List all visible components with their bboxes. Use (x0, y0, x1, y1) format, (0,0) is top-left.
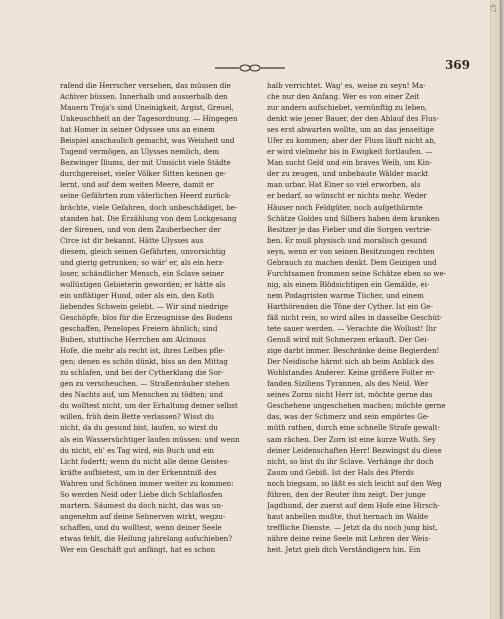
page-edge (490, 0, 500, 619)
text-line: noch biegsam, so läßt es sich leicht auf den Weg (267, 478, 442, 488)
text-line: Geschehene ungeschehen machen; möchte gerne (267, 401, 446, 411)
text-line: Tugend vermögen, an Ulysses nemlich, dem (60, 147, 220, 157)
text-line: du nicht, eh' es Tag wird, ein Buch und ein (60, 445, 214, 455)
ornament-rule-icon (215, 62, 285, 74)
text-line: Geschöpfe, blos für die Erzeugnisse des Bodens (60, 312, 233, 322)
text-line: seyn, wenn er von seinen Besitzungen rechten (267, 246, 435, 256)
text-line: führen, den der Reuter ihm zeigt. Der junge (267, 489, 426, 499)
text-line: nicht, so bist du ihr Sclave. Verhänge ihr doch (267, 456, 434, 466)
text-line: zu schlafen, und bei der Cytherklang die Sor- (60, 368, 224, 378)
text-line: angenehm auf deine Sehnerven wirkt, wegzu- (60, 511, 226, 521)
text-line: Zaum und Gebiß. Ist der Hals des Pferds (267, 467, 414, 477)
text-line: fäß nicht rein, so wird alles in dasselbe Geschüt- (267, 312, 443, 322)
text-line: Hofe, die mehr als recht ist, ihres Leibes pfle- (60, 346, 226, 356)
text-line: der Sirenen, und von dem Zauberbecher der (60, 224, 221, 234)
text-line: nem Podagristen warme Tücher, und einem (267, 290, 424, 300)
text-line: sam rächen. Der Zorn ist eine kurze Wuth. Sey (267, 434, 436, 444)
text-line: nig, als einem Blödsichtigen ein Gemälde, ei- (267, 279, 430, 289)
text-line: Häuser noch Feldgüter, noch aufgethürmte (267, 202, 423, 212)
text-line: ein unflätiger Hund, oder als ein, den Koth (60, 290, 215, 300)
text-line: Wahren und Schönen immer weiter zu kommen: (60, 478, 234, 488)
text-line: treffliche Dienste. — Jetzt da du noch jung bist, (267, 522, 438, 532)
text-line: nicht, da du gesund bist, laufen, so wirst du (60, 423, 218, 433)
page-number: 369 (444, 58, 470, 72)
text-line: deiner Leidenschaften Herr! Bezwingst du diese (267, 445, 442, 455)
text-line: willen, früh dein Bette verlassen? Wisst du (60, 412, 215, 422)
text-line: standen hat. Die Erzählung von dem Lockgesang (60, 213, 237, 223)
text-line: denkt wie jener Bauer, der den Ablauf des Flus- (267, 114, 439, 124)
text-line: nähre deine reine Seele mit Lehren der Weis- (267, 533, 431, 543)
text-line: gen; denen es schön dünkt, biss an den Mittag (60, 357, 228, 367)
text-line: Ufer zu kommen; aber der Fluss läuft nicht ab, (267, 136, 437, 146)
text-line: und gierig getrunken; so wär' er, als ein herz- (60, 257, 225, 267)
text-line: Besitzer je das Fieber und die Sorgen vertrie- (267, 224, 432, 234)
text-line: Der Neidische härmt sich ab beim Anblick des (267, 357, 435, 367)
text-line: Harthörenden die Töne der Cyther. Ist ein Ge- (267, 301, 433, 311)
text-line: geschaffen, Penelopes Freiern ähnlich; sind (60, 324, 218, 334)
text-line: lernt, und auf dem weiten Meere, damit er (60, 180, 214, 190)
text-line: Circe ist dir bekannt. Hätte Ulysses aus (60, 235, 204, 245)
text-line: durchgereiset, vieler Völker Sitten kennen ge- (60, 169, 227, 179)
text-line: als ein Wassersüchtiger laufen müssen: und wenn (60, 434, 240, 444)
text-line: Bezwinger Iliums, der mit Umsicht viele Städte (60, 158, 231, 168)
text-line: ses erst abwarten wollte, um an das jenseitige (267, 125, 435, 135)
text-line: haut anbellen mußte, thut hernach im Walde (267, 511, 429, 521)
text-line: Licht fodertt; wenn du nicht alle deine Geistes- (60, 456, 230, 466)
text-line: des Nachts auf, um Menschen zu tödten; und (60, 390, 223, 400)
text-line: Wohlstandes Anderer. Keine größere Folter er- (267, 368, 436, 378)
text-line: brächte, viele Gefahren, doch unbeschädiget, be- (60, 202, 238, 212)
text-line: er bedarf, so wünscht er nichts mehr. Weder (267, 191, 427, 201)
page-header (60, 56, 470, 78)
text-line: Jagdhund, der zuerst auf dem Hofe eine Hirsch- (267, 500, 440, 510)
text-line: Beispiel anschaulich gemacht, was Weisheit und (60, 136, 235, 146)
text-line: So werden Neid oder Liebe dich Schlaflosfen (60, 489, 223, 499)
text-line: ben. Er muß physisch und moralisch gesund (267, 235, 427, 245)
text-line: fanden Siziliens Tyrannen, als des Neid. Wer (267, 379, 429, 389)
text-line: halb verrichtet. Wag' es, weise zu seyn! Ma- (267, 81, 426, 90)
text-line: etwas fehlt, die Heilung jahrelang aufschieben? (60, 533, 233, 543)
text-line: Unkeuschheit an der Tagesordnung. — Hingegen (60, 114, 238, 124)
text-line: rafend die Herrscher versehen, das müssen die (60, 81, 231, 90)
corner-mark: 47 (488, 3, 497, 13)
text-line: Wer ein Geschäft gut anfängt, hat es schon (60, 544, 216, 554)
text-line: Furchtsamen frommen seine Schätze eben so we- (267, 268, 447, 278)
text-line: du wolltest nicht, um der Erhaltung deiner selbst (60, 401, 238, 411)
text-line: er wird vielmehr bis in Ewigkeit fortlaufen. — (267, 147, 433, 157)
text-line: kräfte aufbietest, um in der Erkenntniß des (60, 467, 217, 477)
left-text-column (60, 80, 260, 555)
text-line: diesem, gleich seinen Gefährten, unvorsichtig (60, 246, 226, 256)
text-line: martern. Säumest du doch nicht, das was un- (60, 500, 224, 510)
text-line: heit. Jetzt gieb dich Verständigern hin. Ein (267, 544, 421, 554)
text-line: liebendes Schwein gelebt. — Wir sind niedrige (60, 301, 229, 311)
text-line: che nur den Anfang. Wer es von einer Zeit (267, 92, 420, 102)
text-line: man urbar. Hat Einer so viel erworben, als (267, 180, 421, 190)
text-line: Schätze Goldes und Silbers haben dem kranken (267, 213, 440, 223)
text-line: loser, schändlicher Mensch, ein Sclave seiner (60, 268, 225, 278)
text-line: gen zu verscheuchen. — Straßenräuber stehen (60, 379, 230, 389)
text-line: schaffen, und du wolltest, wenn deiner Seele (60, 522, 222, 532)
text-line: Mauern Troja's sind Uneinigkeit, Argist, Greuel, (60, 103, 234, 113)
text-line: seine Gefährten zum väterlichen Heerd zurück- (60, 191, 232, 201)
text-line: der zu zeugen, und unbebaute Wälder mackt (267, 169, 429, 179)
text-line: Genuß wird mit Schmerzen erkauft. Der Gei- (267, 335, 429, 345)
text-line: Man sucht Geld und ein braves Weib, um Kin- (267, 158, 432, 168)
text-line: zur andern aufschiebet, vernünftig zu leben, (267, 103, 428, 113)
text-line: das, was der Schmerz und sein empörtes Ge- (267, 412, 430, 422)
text-line: Gebrauch zu machen denkt. Dem Geizigen und (267, 257, 437, 267)
text-line: zige darbt immer. Beschränke deine Begierden! (267, 346, 440, 356)
text-line: seines Zorns nicht Herr ist, möchte gerne das (267, 390, 433, 400)
text-line: tete sauer werden. — Verachte die Wollust! Ihr (267, 324, 437, 334)
text-line: Achiver büssen. Innerhalb und ausserhalb den (60, 92, 228, 102)
right-text-column (267, 80, 467, 555)
text-line: wollüstigen Gebieterin geworden; er hätte als (60, 279, 226, 289)
text-line: Buben, stuttische Herrchen am Alcinous (60, 335, 206, 345)
text-line: hat Homer in seiner Odyssee uns an einem (60, 125, 215, 135)
text-line: müth rathen, durch eine schnelle Strafe gewalt- (267, 423, 440, 433)
